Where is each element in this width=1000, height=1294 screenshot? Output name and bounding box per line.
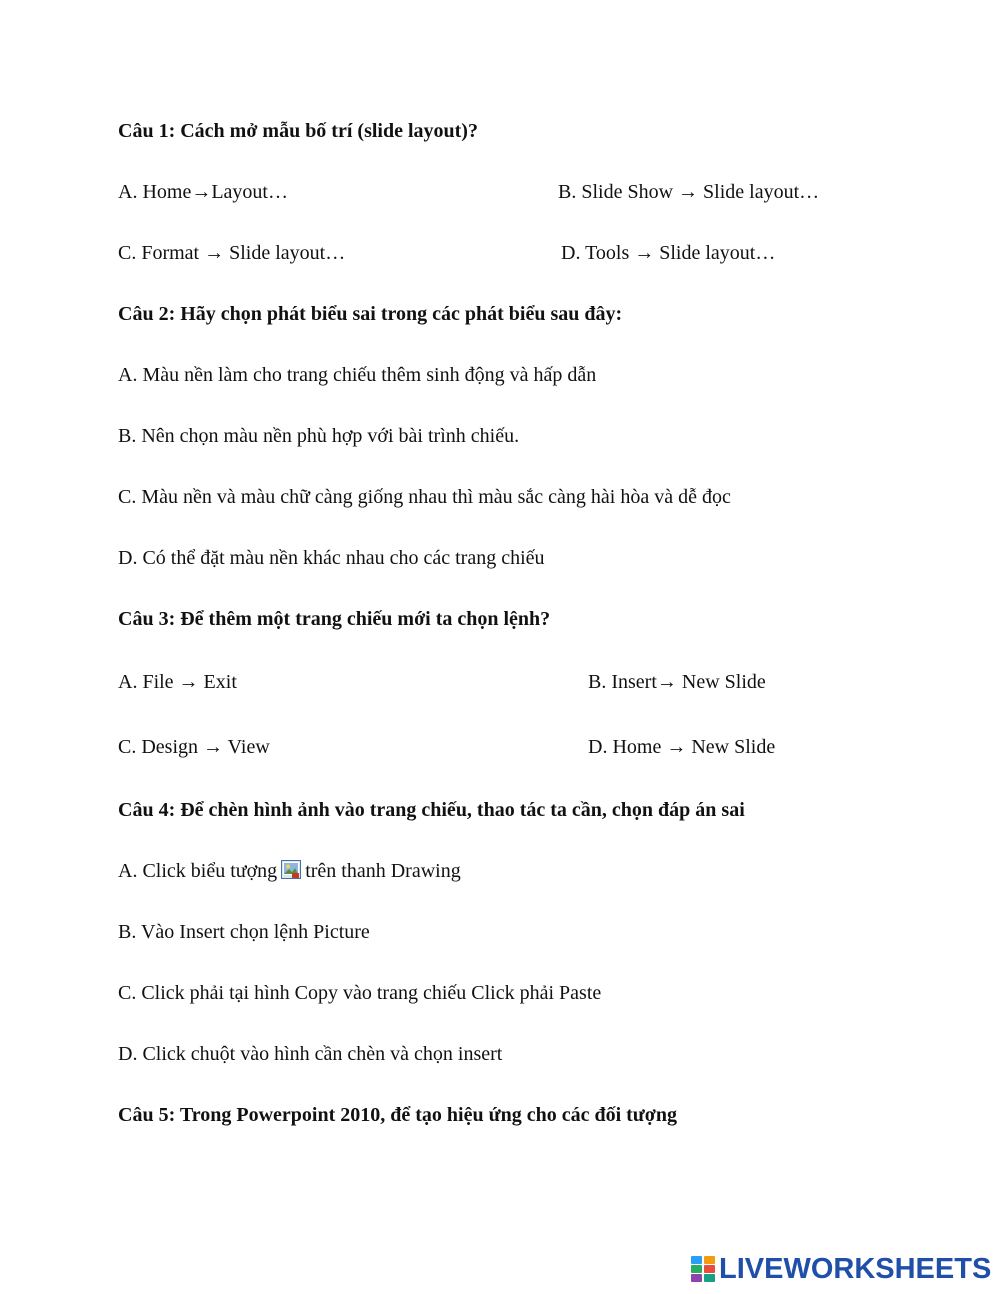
question-5-title: Câu 5: Trong Powerpoint 2010, để tạo hiệu ứng cho các đối tượng <box>118 1104 677 1126</box>
question-4-option-a-prefix: A. Click biểu tượng <box>118 860 278 882</box>
question-4-option-a-suffix: trên thanh Drawing <box>305 860 461 882</box>
question-4-option-a <box>118 859 461 883</box>
liveworksheets-logo-icon <box>690 1255 716 1283</box>
question-4-option-c: C. Click phải tại hình Copy vào trang chiếu Click phải Paste <box>118 982 602 1004</box>
question-3-option-a: A. File → Exit <box>118 671 237 693</box>
question-1-option-d: D. Tools → Slide layout… <box>561 242 776 264</box>
question-2-option-b: B. Nên chọn màu nền phù hợp với bài trình chiếu. <box>118 425 520 447</box>
question-2-option-d: D. Có thể đặt màu nền khác nhau cho các trang chiếu <box>118 547 545 569</box>
question-4-option-d: D. Click chuột vào hình cần chèn và chọn insert <box>118 1043 503 1065</box>
question-1-option-b: B. Slide Show → Slide layout… <box>558 181 820 203</box>
question-3-title: Câu 3: Để thêm một trang chiếu mới ta chọn lệnh? <box>118 608 551 630</box>
question-1-option-a: A. Home→Layout… <box>118 181 288 203</box>
insert-picture-icon <box>281 860 301 879</box>
question-2-option-a: A. Màu nền làm cho trang chiếu thêm sinh động và hấp dẫn <box>118 364 597 386</box>
question-4-option-b: B. Vào Insert chọn lệnh Picture <box>118 921 370 943</box>
question-3-option-d: D. Home → New Slide <box>588 736 776 758</box>
liveworksheets-logo <box>690 1252 991 1286</box>
question-2-option-c: C. Màu nền và màu chữ càng giống nhau thì màu sắc càng hài hòa và dễ đọc <box>118 486 731 508</box>
question-1-title: Câu 1: Cách mở mẫu bố trí (slide layout)? <box>118 120 478 142</box>
question-2-title: Câu 2: Hãy chọn phát biểu sai trong các phát biểu sau đây: <box>118 303 623 325</box>
question-1-option-c: C. Format → Slide layout… <box>118 242 346 264</box>
question-3-option-c: C. Design → View <box>118 736 270 758</box>
question-3-option-b: B. Insert→ New Slide <box>588 671 766 693</box>
question-4-title: Câu 4: Để chèn hình ảnh vào trang chiếu, thao tác ta cần, chọn đáp án sai <box>118 799 745 821</box>
brand-name: LIVEWORKSHEETS <box>719 1253 992 1285</box>
